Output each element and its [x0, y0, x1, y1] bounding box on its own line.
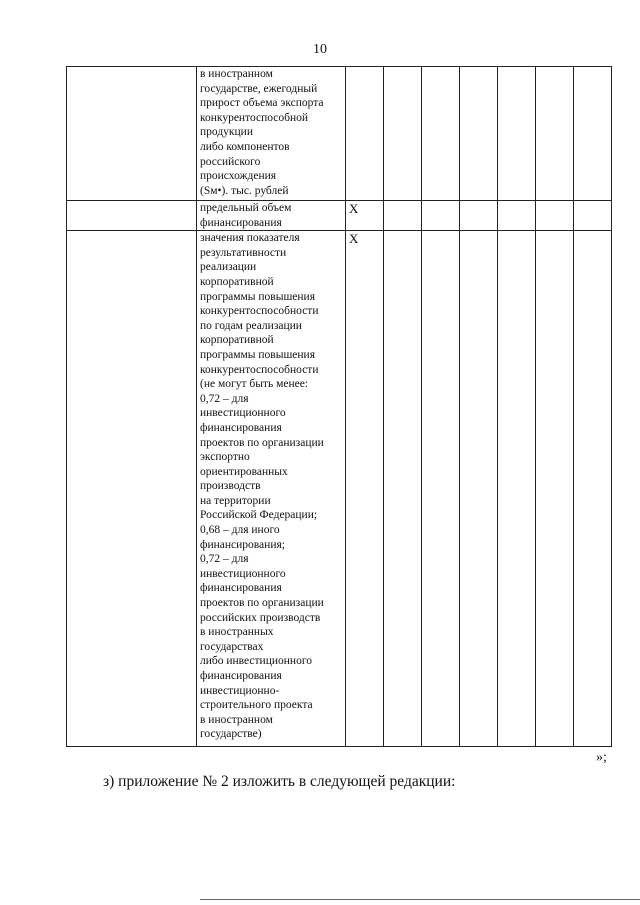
row-label-cell [67, 67, 197, 201]
indicator-description: предельный объем финансирования [197, 201, 346, 231]
value-cell [498, 231, 536, 747]
value-cell [346, 67, 384, 201]
value-cell [536, 201, 574, 231]
amendment-instruction: з) приложение № 2 изложить в следующей редакции: [103, 773, 456, 790]
page-number: 10 [313, 42, 327, 57]
indicator-description: значения показателя результативности реализации корпоративной программы повышения конкурентоспособности по годам реализации корпоративной программы повышения конкурентоспособности (не могут быть менее: 0,72 – для инвестиционного финансирования проектов по организации экспортно ориентированных производств на территории Российской Федерации; 0,68 – для иного финансирования; 0,72 – для инвестиционного финансирования проектов по организации российских производств в иностранных государствах либо инвестиционного финансирования инвестиционно- строительного проекта в иностранном государстве) [197, 231, 346, 747]
table-row [67, 231, 612, 747]
indicator-description: в иностранном государстве, ежегодный прирост объема экспорта конкурентоспособной продукции либо компонентов российского происхождения (Sм•). тыс. рублей [197, 67, 346, 201]
value-cell [422, 201, 460, 231]
value-cell [460, 67, 498, 201]
value-cell [498, 201, 536, 231]
value-cell [574, 67, 612, 201]
value-cell [536, 231, 574, 747]
program-table [66, 66, 612, 747]
value-cell: X [346, 231, 384, 747]
value-cell [498, 67, 536, 201]
table-row [67, 201, 612, 231]
value-cell [384, 67, 422, 201]
closing-quote: »; [596, 750, 607, 765]
bottom-rule [200, 899, 640, 900]
value-cell [384, 231, 422, 747]
value-cell [460, 231, 498, 747]
value-cell [574, 201, 612, 231]
value-cell [536, 67, 574, 201]
row-label-cell [67, 231, 197, 747]
value-cell: X [346, 201, 384, 231]
table-row [67, 67, 612, 201]
row-label-cell [67, 201, 197, 231]
value-cell [422, 231, 460, 747]
value-cell [460, 201, 498, 231]
value-cell [422, 67, 460, 201]
value-cell [574, 231, 612, 747]
value-cell [384, 201, 422, 231]
